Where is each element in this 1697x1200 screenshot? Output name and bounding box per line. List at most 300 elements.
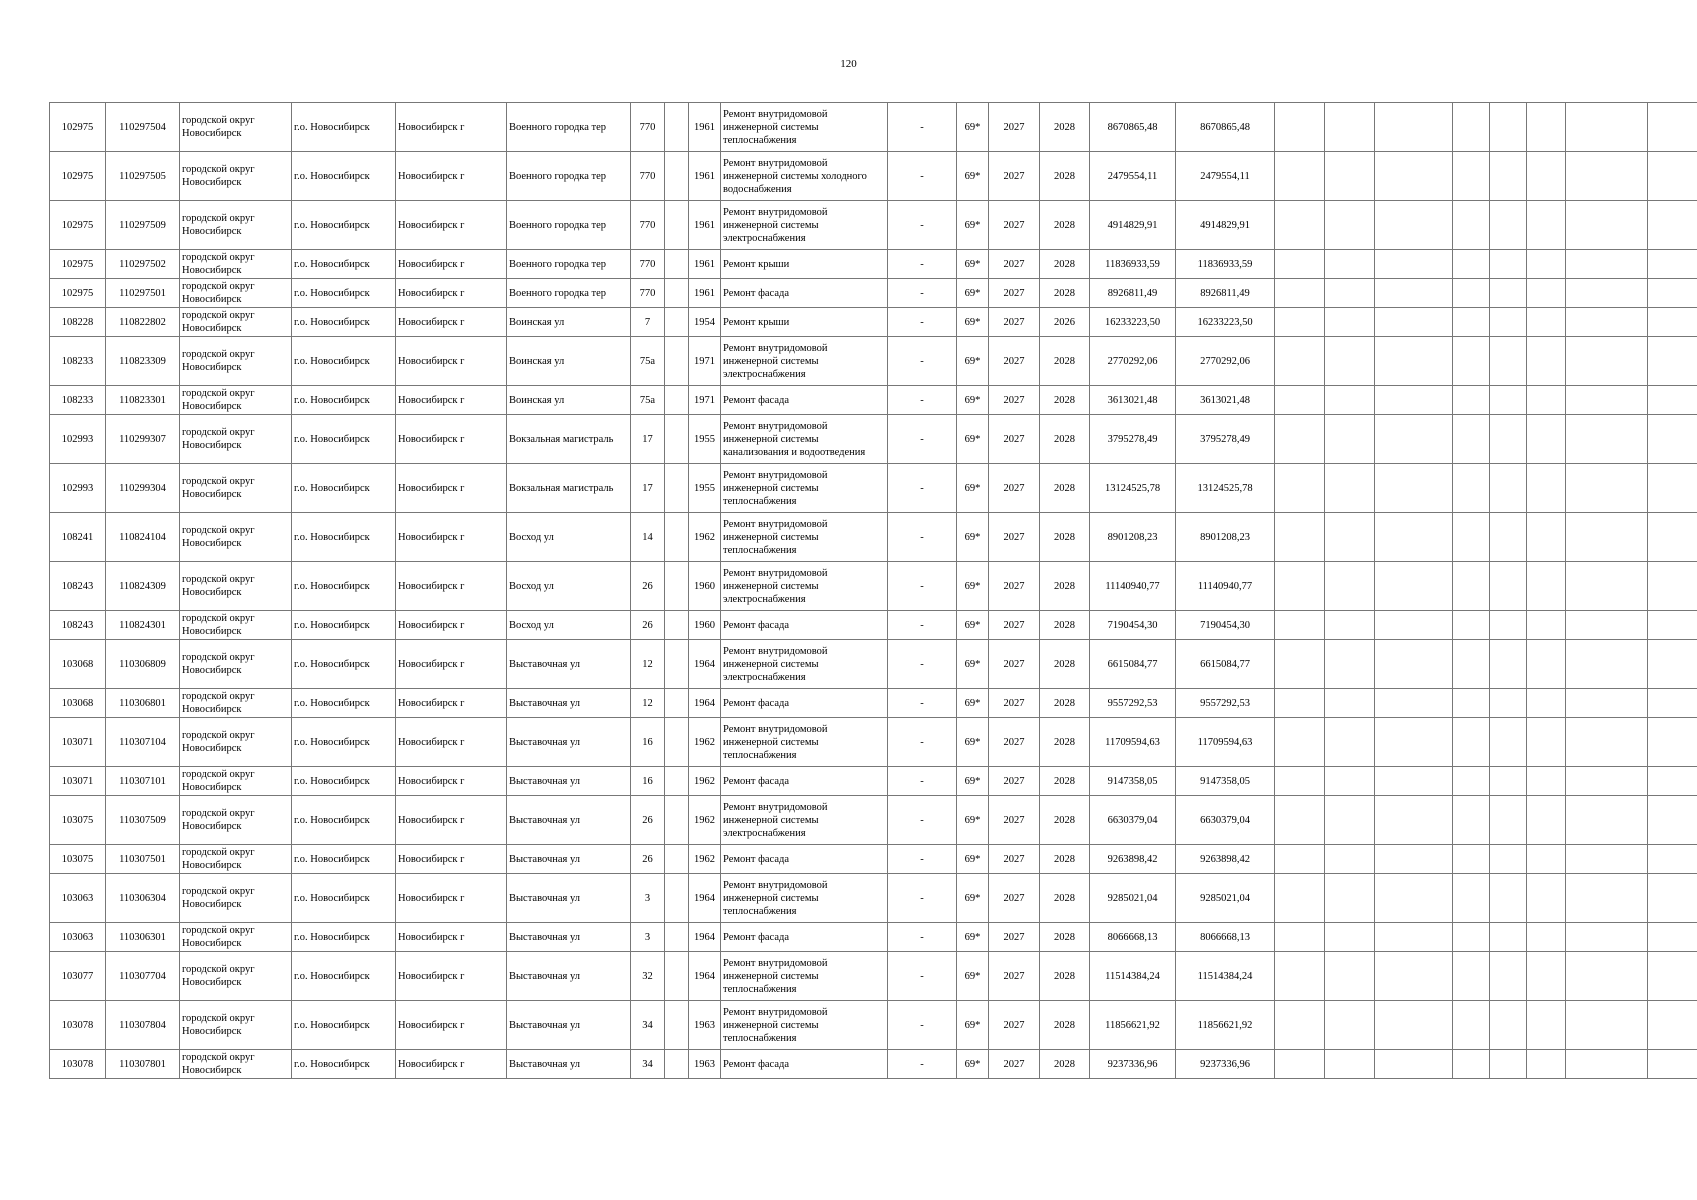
row-id-cell: 102993 (50, 464, 106, 513)
municipality-cell: г.о. Новосибирск (292, 611, 396, 640)
empty-cell (1490, 415, 1527, 464)
work-code-cell: 110822802 (106, 308, 180, 337)
plan-year-from-cell: 2027 (989, 923, 1040, 952)
total-cell: 11856621,92 (1176, 1001, 1275, 1050)
work-type-cell: Ремонт внутридомовой инженерной системы теплоснабжения (721, 1001, 888, 1050)
plan-year-from-cell: 2027 (989, 415, 1040, 464)
plan-year-from-cell: 2027 (989, 279, 1040, 308)
municipality-cell: г.о. Новосибирск (292, 767, 396, 796)
cost-cell: 4914829,91 (1090, 201, 1176, 250)
cost-cell: 11856621,92 (1090, 1001, 1176, 1050)
empty-cell (1453, 923, 1490, 952)
dash-cell: - (888, 874, 957, 923)
empty-cell (1648, 611, 1697, 640)
empty-cell (1325, 201, 1375, 250)
plan-year-to-cell: 2028 (1040, 250, 1090, 279)
cost-cell: 8066668,13 (1090, 923, 1176, 952)
norm-cell: 69* (957, 308, 989, 337)
norm-cell: 69* (957, 952, 989, 1001)
plan-year-from-cell: 2027 (989, 201, 1040, 250)
city-cell: Новосибирск г (396, 386, 507, 415)
build-year-cell: 1964 (689, 689, 721, 718)
plan-year-to-cell: 2028 (1040, 201, 1090, 250)
street-cell: Воинская ул (507, 337, 631, 386)
extra-cell (665, 279, 689, 308)
empty-cell (1275, 308, 1325, 337)
empty-cell (1453, 513, 1490, 562)
dash-cell: - (888, 796, 957, 845)
empty-cell (1325, 952, 1375, 1001)
dash-cell: - (888, 640, 957, 689)
municipality-cell: г.о. Новосибирск (292, 689, 396, 718)
district-cell: городской округ Новосибирск (180, 308, 292, 337)
municipality-cell: г.о. Новосибирск (292, 845, 396, 874)
plan-year-from-cell: 2027 (989, 464, 1040, 513)
empty-cell (1375, 201, 1453, 250)
cost-cell: 13124525,78 (1090, 464, 1176, 513)
cost-cell: 9237336,96 (1090, 1050, 1176, 1079)
row-id-cell: 108228 (50, 308, 106, 337)
empty-cell (1527, 152, 1566, 201)
row-id-cell: 103071 (50, 767, 106, 796)
district-cell: городской округ Новосибирск (180, 513, 292, 562)
street-cell: Выставочная ул (507, 796, 631, 845)
build-year-cell: 1971 (689, 386, 721, 415)
empty-cell (1275, 250, 1325, 279)
empty-cell (1453, 308, 1490, 337)
extra-cell (665, 640, 689, 689)
empty-cell (1648, 640, 1697, 689)
dash-cell: - (888, 152, 957, 201)
extra-cell (665, 952, 689, 1001)
house-cell: 32 (631, 952, 665, 1001)
page-number: 120 (840, 58, 857, 70)
cost-cell: 7190454,30 (1090, 611, 1176, 640)
table-row (50, 562, 1697, 611)
extra-cell (665, 152, 689, 201)
build-year-cell: 1964 (689, 874, 721, 923)
repair-register-table (49, 102, 1697, 1079)
work-type-cell: Ремонт фасада (721, 611, 888, 640)
district-cell: городской округ Новосибирск (180, 103, 292, 152)
empty-cell (1566, 279, 1648, 308)
empty-cell (1275, 845, 1325, 874)
table-body (50, 103, 1697, 1079)
row-id-cell: 102975 (50, 201, 106, 250)
empty-cell (1453, 640, 1490, 689)
dash-cell: - (888, 308, 957, 337)
municipality-cell: г.о. Новосибирск (292, 874, 396, 923)
empty-cell (1648, 250, 1697, 279)
total-cell: 6615084,77 (1176, 640, 1275, 689)
empty-cell (1375, 250, 1453, 279)
plan-year-to-cell: 2028 (1040, 640, 1090, 689)
dash-cell: - (888, 201, 957, 250)
empty-cell (1375, 279, 1453, 308)
street-cell: Военного городка тер (507, 279, 631, 308)
empty-cell (1648, 201, 1697, 250)
empty-cell (1275, 279, 1325, 308)
plan-year-from-cell: 2027 (989, 562, 1040, 611)
district-cell: городской округ Новосибирск (180, 201, 292, 250)
empty-cell (1453, 796, 1490, 845)
cost-cell: 11514384,24 (1090, 952, 1176, 1001)
empty-cell (1375, 464, 1453, 513)
work-type-cell: Ремонт фасада (721, 1050, 888, 1079)
plan-year-from-cell: 2027 (989, 250, 1040, 279)
norm-cell: 69* (957, 201, 989, 250)
norm-cell: 69* (957, 718, 989, 767)
total-cell: 2479554,11 (1176, 152, 1275, 201)
table-row (50, 845, 1697, 874)
empty-cell (1275, 718, 1325, 767)
empty-cell (1527, 718, 1566, 767)
row-id-cell: 102975 (50, 152, 106, 201)
empty-cell (1648, 689, 1697, 718)
city-cell: Новосибирск г (396, 952, 507, 1001)
empty-cell (1566, 923, 1648, 952)
empty-cell (1375, 611, 1453, 640)
empty-cell (1453, 152, 1490, 201)
cost-cell: 2479554,11 (1090, 152, 1176, 201)
empty-cell (1648, 845, 1697, 874)
empty-cell (1648, 337, 1697, 386)
plan-year-to-cell: 2028 (1040, 874, 1090, 923)
cost-cell: 11709594,63 (1090, 718, 1176, 767)
empty-cell (1275, 415, 1325, 464)
empty-cell (1325, 513, 1375, 562)
empty-cell (1275, 923, 1325, 952)
empty-cell (1453, 464, 1490, 513)
dash-cell: - (888, 386, 957, 415)
norm-cell: 69* (957, 689, 989, 718)
city-cell: Новосибирск г (396, 767, 507, 796)
row-id-cell: 108241 (50, 513, 106, 562)
municipality-cell: г.о. Новосибирск (292, 1001, 396, 1050)
city-cell: Новосибирск г (396, 611, 507, 640)
house-cell: 12 (631, 689, 665, 718)
municipality-cell: г.о. Новосибирск (292, 923, 396, 952)
total-cell: 9263898,42 (1176, 845, 1275, 874)
empty-cell (1375, 640, 1453, 689)
empty-cell (1566, 562, 1648, 611)
table-row (50, 103, 1697, 152)
cost-cell: 11836933,59 (1090, 250, 1176, 279)
work-type-cell: Ремонт фасада (721, 923, 888, 952)
city-cell: Новосибирск г (396, 562, 507, 611)
row-id-cell: 103077 (50, 952, 106, 1001)
municipality-cell: г.о. Новосибирск (292, 796, 396, 845)
extra-cell (665, 250, 689, 279)
empty-cell (1453, 1050, 1490, 1079)
work-code-cell: 110823301 (106, 386, 180, 415)
municipality-cell: г.о. Новосибирск (292, 337, 396, 386)
total-cell: 6630379,04 (1176, 796, 1275, 845)
city-cell: Новосибирск г (396, 415, 507, 464)
build-year-cell: 1962 (689, 796, 721, 845)
municipality-cell: г.о. Новосибирск (292, 415, 396, 464)
empty-cell (1453, 874, 1490, 923)
empty-cell (1566, 767, 1648, 796)
plan-year-to-cell: 2028 (1040, 796, 1090, 845)
municipality-cell: г.о. Новосибирск (292, 513, 396, 562)
house-cell: 770 (631, 201, 665, 250)
municipality-cell: г.о. Новосибирск (292, 464, 396, 513)
plan-year-to-cell: 2028 (1040, 923, 1090, 952)
table-row (50, 464, 1697, 513)
empty-cell (1490, 464, 1527, 513)
empty-cell (1527, 874, 1566, 923)
empty-cell (1490, 562, 1527, 611)
city-cell: Новосибирск г (396, 308, 507, 337)
municipality-cell: г.о. Новосибирск (292, 1050, 396, 1079)
municipality-cell: г.о. Новосибирск (292, 718, 396, 767)
plan-year-from-cell: 2027 (989, 1001, 1040, 1050)
table-row (50, 796, 1697, 845)
total-cell: 8926811,49 (1176, 279, 1275, 308)
plan-year-to-cell: 2028 (1040, 415, 1090, 464)
table-row (50, 337, 1697, 386)
build-year-cell: 1964 (689, 952, 721, 1001)
norm-cell: 69* (957, 562, 989, 611)
empty-cell (1648, 952, 1697, 1001)
plan-year-from-cell: 2027 (989, 718, 1040, 767)
plan-year-to-cell: 2028 (1040, 845, 1090, 874)
house-cell: 17 (631, 415, 665, 464)
plan-year-from-cell: 2027 (989, 952, 1040, 1001)
empty-cell (1453, 689, 1490, 718)
empty-cell (1453, 201, 1490, 250)
empty-cell (1527, 250, 1566, 279)
empty-cell (1527, 386, 1566, 415)
empty-cell (1566, 337, 1648, 386)
cost-cell: 6630379,04 (1090, 796, 1176, 845)
empty-cell (1453, 279, 1490, 308)
empty-cell (1375, 562, 1453, 611)
plan-year-to-cell: 2028 (1040, 952, 1090, 1001)
dash-cell: - (888, 103, 957, 152)
district-cell: городской округ Новосибирск (180, 952, 292, 1001)
municipality-cell: г.о. Новосибирск (292, 103, 396, 152)
empty-cell (1490, 689, 1527, 718)
row-id-cell: 102975 (50, 103, 106, 152)
dash-cell: - (888, 845, 957, 874)
dash-cell: - (888, 952, 957, 1001)
street-cell: Вокзальная магистраль (507, 415, 631, 464)
total-cell: 7190454,30 (1176, 611, 1275, 640)
total-cell: 9285021,04 (1176, 874, 1275, 923)
city-cell: Новосибирск г (396, 250, 507, 279)
empty-cell (1275, 689, 1325, 718)
street-cell: Восход ул (507, 513, 631, 562)
plan-year-from-cell: 2027 (989, 874, 1040, 923)
empty-cell (1275, 796, 1325, 845)
empty-cell (1566, 796, 1648, 845)
empty-cell (1527, 640, 1566, 689)
empty-cell (1325, 689, 1375, 718)
cost-cell: 16233223,50 (1090, 308, 1176, 337)
empty-cell (1566, 464, 1648, 513)
empty-cell (1375, 415, 1453, 464)
empty-cell (1490, 874, 1527, 923)
empty-cell (1490, 513, 1527, 562)
empty-cell (1453, 562, 1490, 611)
dash-cell: - (888, 250, 957, 279)
district-cell: городской округ Новосибирск (180, 845, 292, 874)
empty-cell (1375, 513, 1453, 562)
house-cell: 14 (631, 513, 665, 562)
extra-cell (665, 103, 689, 152)
cost-cell: 2770292,06 (1090, 337, 1176, 386)
street-cell: Выставочная ул (507, 1050, 631, 1079)
district-cell: городской округ Новосибирск (180, 562, 292, 611)
build-year-cell: 1961 (689, 103, 721, 152)
row-id-cell: 103068 (50, 640, 106, 689)
empty-cell (1490, 152, 1527, 201)
street-cell: Выставочная ул (507, 718, 631, 767)
district-cell: городской округ Новосибирск (180, 1001, 292, 1050)
empty-cell (1490, 279, 1527, 308)
empty-cell (1453, 1001, 1490, 1050)
cost-cell: 8670865,48 (1090, 103, 1176, 152)
plan-year-from-cell: 2027 (989, 640, 1040, 689)
empty-cell (1490, 103, 1527, 152)
work-type-cell: Ремонт фасада (721, 689, 888, 718)
plan-year-to-cell: 2028 (1040, 718, 1090, 767)
work-code-cell: 110306809 (106, 640, 180, 689)
total-cell: 9237336,96 (1176, 1050, 1275, 1079)
work-code-cell: 110824301 (106, 611, 180, 640)
work-type-cell: Ремонт внутридомовой инженерной системы электроснабжения (721, 796, 888, 845)
city-cell: Новосибирск г (396, 1050, 507, 1079)
empty-cell (1275, 562, 1325, 611)
district-cell: городской округ Новосибирск (180, 718, 292, 767)
empty-cell (1566, 845, 1648, 874)
empty-cell (1275, 152, 1325, 201)
norm-cell: 69* (957, 1001, 989, 1050)
empty-cell (1527, 767, 1566, 796)
norm-cell: 69* (957, 611, 989, 640)
house-cell: 770 (631, 152, 665, 201)
district-cell: городской округ Новосибирск (180, 796, 292, 845)
plan-year-from-cell: 2027 (989, 1050, 1040, 1079)
empty-cell (1375, 952, 1453, 1001)
work-code-cell: 110307704 (106, 952, 180, 1001)
work-code-cell: 110824104 (106, 513, 180, 562)
empty-cell (1566, 250, 1648, 279)
row-id-cell: 108243 (50, 611, 106, 640)
dash-cell: - (888, 562, 957, 611)
empty-cell (1325, 923, 1375, 952)
norm-cell: 69* (957, 923, 989, 952)
work-code-cell: 110297505 (106, 152, 180, 201)
empty-cell (1325, 562, 1375, 611)
work-type-cell: Ремонт крыши (721, 308, 888, 337)
plan-year-to-cell: 2026 (1040, 308, 1090, 337)
cost-cell: 8901208,23 (1090, 513, 1176, 562)
plan-year-to-cell: 2028 (1040, 689, 1090, 718)
empty-cell (1325, 337, 1375, 386)
municipality-cell: г.о. Новосибирск (292, 152, 396, 201)
norm-cell: 69* (957, 845, 989, 874)
build-year-cell: 1960 (689, 562, 721, 611)
work-type-cell: Ремонт фасада (721, 386, 888, 415)
district-cell: городской округ Новосибирск (180, 1050, 292, 1079)
total-cell: 8901208,23 (1176, 513, 1275, 562)
municipality-cell: г.о. Новосибирск (292, 640, 396, 689)
empty-cell (1275, 201, 1325, 250)
municipality-cell: г.о. Новосибирск (292, 952, 396, 1001)
empty-cell (1375, 796, 1453, 845)
table-row (50, 1001, 1697, 1050)
work-code-cell: 110306304 (106, 874, 180, 923)
empty-cell (1648, 718, 1697, 767)
street-cell: Выставочная ул (507, 1001, 631, 1050)
norm-cell: 69* (957, 103, 989, 152)
empty-cell (1566, 952, 1648, 1001)
extra-cell (665, 718, 689, 767)
total-cell: 3613021,48 (1176, 386, 1275, 415)
table-row (50, 513, 1697, 562)
row-id-cell: 102975 (50, 279, 106, 308)
extra-cell (665, 337, 689, 386)
empty-cell (1648, 152, 1697, 201)
district-cell: городской округ Новосибирск (180, 464, 292, 513)
plan-year-to-cell: 2028 (1040, 1050, 1090, 1079)
empty-cell (1566, 611, 1648, 640)
empty-cell (1275, 1001, 1325, 1050)
empty-cell (1490, 308, 1527, 337)
row-id-cell: 108233 (50, 386, 106, 415)
table-row (50, 308, 1697, 337)
empty-cell (1325, 152, 1375, 201)
table-row (50, 279, 1697, 308)
table-row (50, 152, 1697, 201)
empty-cell (1527, 923, 1566, 952)
municipality-cell: г.о. Новосибирск (292, 562, 396, 611)
empty-cell (1648, 103, 1697, 152)
city-cell: Новосибирск г (396, 464, 507, 513)
house-cell: 75а (631, 386, 665, 415)
street-cell: Выставочная ул (507, 874, 631, 923)
norm-cell: 69* (957, 874, 989, 923)
plan-year-to-cell: 2028 (1040, 611, 1090, 640)
dash-cell: - (888, 611, 957, 640)
row-id-cell: 102975 (50, 250, 106, 279)
empty-cell (1325, 718, 1375, 767)
extra-cell (665, 767, 689, 796)
city-cell: Новосибирск г (396, 689, 507, 718)
extra-cell (665, 415, 689, 464)
city-cell: Новосибирск г (396, 201, 507, 250)
cost-cell: 11140940,77 (1090, 562, 1176, 611)
table-row (50, 250, 1697, 279)
cost-cell: 8926811,49 (1090, 279, 1176, 308)
empty-cell (1527, 415, 1566, 464)
table-row (50, 923, 1697, 952)
empty-cell (1375, 386, 1453, 415)
empty-cell (1566, 103, 1648, 152)
district-cell: городской округ Новосибирск (180, 415, 292, 464)
work-code-cell: 110307509 (106, 796, 180, 845)
total-cell: 16233223,50 (1176, 308, 1275, 337)
street-cell: Выставочная ул (507, 689, 631, 718)
empty-cell (1275, 513, 1325, 562)
empty-cell (1375, 308, 1453, 337)
district-cell: городской округ Новосибирск (180, 611, 292, 640)
plan-year-to-cell: 2028 (1040, 562, 1090, 611)
city-cell: Новосибирск г (396, 718, 507, 767)
